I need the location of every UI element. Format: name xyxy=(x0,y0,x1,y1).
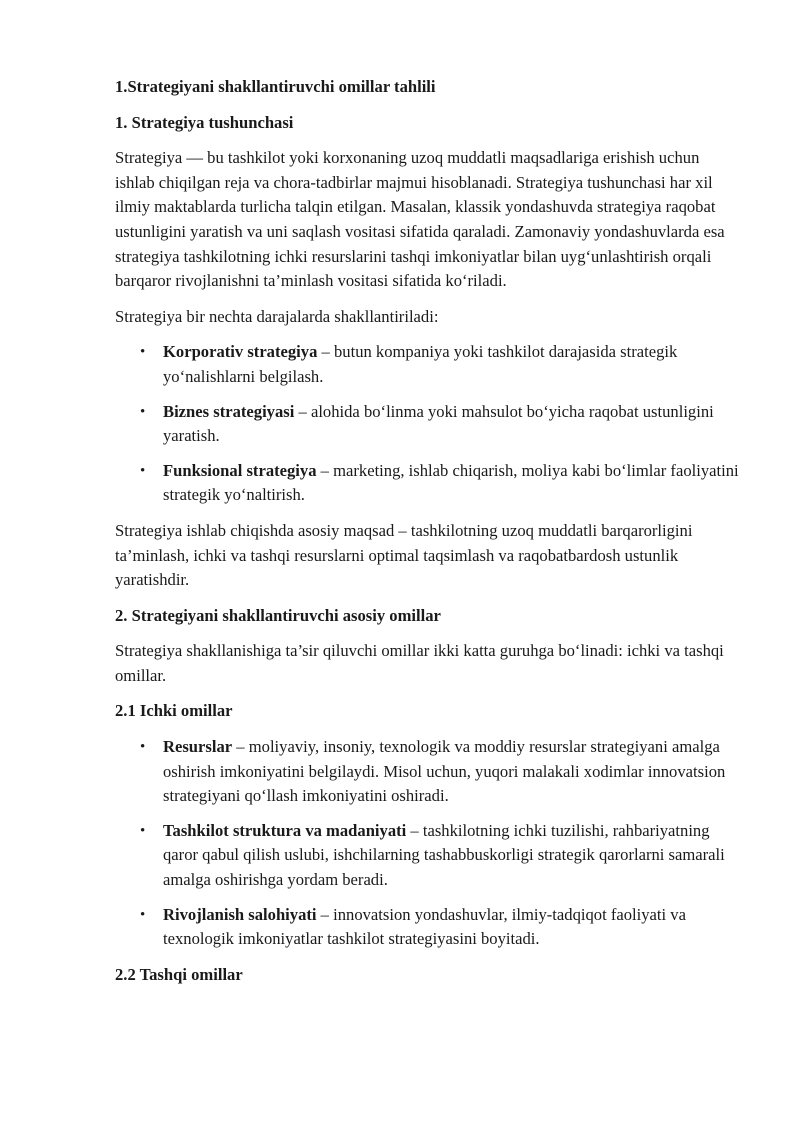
bullet-icon: • xyxy=(140,462,146,479)
list-item xyxy=(115,340,740,389)
list-item xyxy=(115,735,740,809)
strategy-levels-list xyxy=(115,340,740,508)
bullet-icon: • xyxy=(140,822,146,839)
list-item xyxy=(115,903,740,952)
list-item-desc: – moliyaviy, insoniy, texnologik va moddiy resurslar strategiyani amalga oshirish imkoniyatini belgilaydi. Misol uchun, yuqori malakali xodimlar innovatsion strategiyani qo‘llash imkoniyatini oshiradi. xyxy=(163,737,726,806)
list-item-desc: – innovatsion yondashuvlar, ilmiy-tadqiqot faoliyati va texnologik imkoniyatlar tashkilot strategiyasini boyitadi. xyxy=(163,904,686,949)
subsection-heading-internal-factors: 2.1 Ichki omillar xyxy=(115,701,233,721)
internal-factors-list xyxy=(115,735,740,952)
list-item-term: Tashkilot struktura va madaniyati xyxy=(163,820,407,840)
paragraph-factors-intro: Strategiya shakllanishiga ta’sir qiluvchi omillar ikki katta guruhga bo‘linadi: ichki va tashqi omillar. xyxy=(115,641,724,685)
list-item-term: Funksional strategiya xyxy=(163,460,317,480)
document-title: 1.Strategiyani shakllantiruvchi omillar tahlili xyxy=(115,77,436,96)
bullet-icon: • xyxy=(140,403,146,420)
document-page xyxy=(115,75,740,987)
list-item-term: Resurslar xyxy=(163,737,233,757)
list-item-term: Korporativ strategiya xyxy=(163,342,318,362)
list-item-desc: – tashkilotning ichki tuzilishi, rahbariyatning qaror qabul qilish uslubi, ishchilarning tashabbuskorligi strategik qarorlarni samarali amalga oshirishga yordam beradi. xyxy=(163,820,725,890)
paragraph-strategy-goal: Strategiya ishlab chiqishda asosiy maqsad – tashkilotning uzoq muddatli barqarorligini ta’minlash, ichki va tashqi resurslarni optimal taqsimlash va raqobatbardosh ustunlik yaratishdir. xyxy=(115,520,693,590)
list-item-term: Rivojlanish salohiyati xyxy=(163,904,317,924)
list-item xyxy=(115,459,740,508)
list-item-desc: – alohida bo‘linma yoki mahsulot bo‘yicha raqobat ustunligini yaratish. xyxy=(163,401,714,446)
list-item-desc: – butun kompaniya yoki tashkilot darajasida strategik yo‘nalishlarni belgilash. xyxy=(163,342,678,386)
list-item xyxy=(115,400,740,449)
list-item-desc: – marketing, ishlab chiqarish, moliya kabi bo‘limlar faoliyatini strategik yo‘naltirish. xyxy=(163,460,739,505)
section-heading-strategy-concept: 1. Strategiya tushunchasi xyxy=(115,112,294,132)
paragraph-strategy-definition: Strategiya — bu tashkilot yoki korxonaning uzoq muddatli maqsadlariga erishish uchun ishlab chiqilgan reja va chora-tadbirlar majmui hisoblanadi. Strategiya tushunchasi har xil ilmiy maktablarda turlicha talqin etilgan. Masalan, klassik yondashuvda strategiya raqobat ustunligini yaratish va uni saqlash vositasi sifatida qaraladi. Zamonaviy yondashuvlarda esa strategiya tashkilotning ichki resurslarini tashqi imkoniyatlar bilan uyg‘unlashtirish orqali barqaror rivojlanishni ta’minlash vositasi sifatida ko‘riladi. xyxy=(115,148,725,291)
bullet-icon: • xyxy=(140,344,146,361)
list-item-term: Biznes strategiyasi xyxy=(163,401,295,421)
bullet-icon: • xyxy=(140,739,146,756)
subsection-heading-external-factors: 2.2 Tashqi omillar xyxy=(115,964,243,984)
paragraph-strategy-levels-intro: Strategiya bir nechta darajalarda shakllantiriladi: xyxy=(115,306,439,326)
list-item xyxy=(115,819,740,893)
section-heading-main-factors: 2. Strategiyani shakllantiruvchi asosiy omillar xyxy=(115,605,441,625)
bullet-icon: • xyxy=(140,906,146,923)
